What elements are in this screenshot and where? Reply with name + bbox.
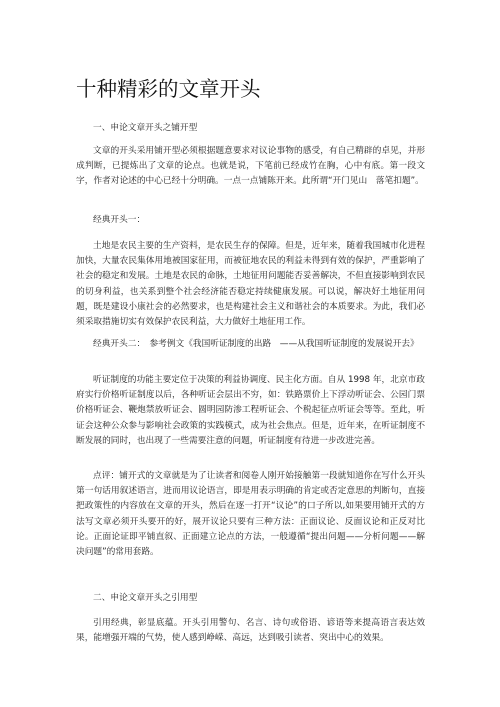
- paragraph-2: 土地是农民主要的生产资料，是农民生存的保障。但是，近年来，随着我国城市化进程加快，大量农民集体用地被国家征用，而被征地农民的利益未得到有效的保护，严重影响了社会的稳定和发展。土地是农民的命脉，土地征用问题能否妥善解决，不但直接影响到农民的切身利益，也关系到整个社会经济能否稳定持续健康发展。可以说，解决好土地征用问题，既是建设小康社会的必然要求，也是构建社会主义和谐社会的本质要求。为此，我们必须采取措施切实有效保护农民利益，大力做好土地征用工作。: [76, 241, 425, 328]
- commentary-paragraph: 点评：铺开式的文章就是为了让读者和阅卷人刚开始接触第一段就知道你在写什么开头第一句话用叙述语言，进而用议论语言，即是用表示明确的肯定或否定意思的判断句，直接把政策性的内容放在文章的开头，然后在逐一打开“议论”的口子所以,如果要用铺开式的方法写文章必须开头要开的好，展开议论只要有三种方法：正面议论、反面议论和正反对比论。正面论证即平铺直叙、正面建立论点的方法，一般遵循“提出问题——分析问题——解决问题”的常用套路。: [76, 471, 425, 558]
- example-label-2: 经典开头二： 参考例文《我国听证制度的出路 ——从我国听证制度的发展说开去》: [93, 339, 419, 349]
- paragraph-3: 听证制度的功能主要定位于决策的利益协调度、民主化方面。自从 1998 年，北京市政府实行价格听证制度以后，各种听证会层出不穷，如：铁路票价上下浮动听证会、公园门票价格听证会、鞭炮禁放听证会、圆明园防渗工程听证会、个税起征点听证会等等。至此，听证会这种公众参与影响社会政策的实践模式，成为社会焦点。但是，近年来，在听证制度不断发展的同时，也出现了一些需要注意的问题，听证制度有待进一步改进完善。: [76, 375, 425, 446]
- section-heading-1: 一、申论文章开头之铺开型: [93, 123, 198, 133]
- example-label-1: 经典开头一：: [93, 215, 146, 225]
- paragraph-5: 引用经典，彰显底蕴。开头引用警句、名言、诗句或俗语、谚语等来提高语言表达效果，能增强开端的气势，使人感到峥嵘、高远，达到吸引读者、突出中心的效果。: [76, 618, 425, 644]
- section-heading-2: 二、申论文章开头之引用型: [93, 593, 198, 603]
- document-title: 十种精彩的文章开头: [76, 77, 261, 101]
- paragraph-1: 文章的开头采用铺开型必须根据题意要求对议论事物的感受，有自己精辟的卓见，并形成判断，已提炼出了文章的论点。也就是说，下笔前已经成竹在胸，心中有底。第一段文字，作者对论述的中心已经十分明确。一点一点铺陈开来。此所谓“开门见山 落笔扣题”。: [76, 146, 425, 187]
